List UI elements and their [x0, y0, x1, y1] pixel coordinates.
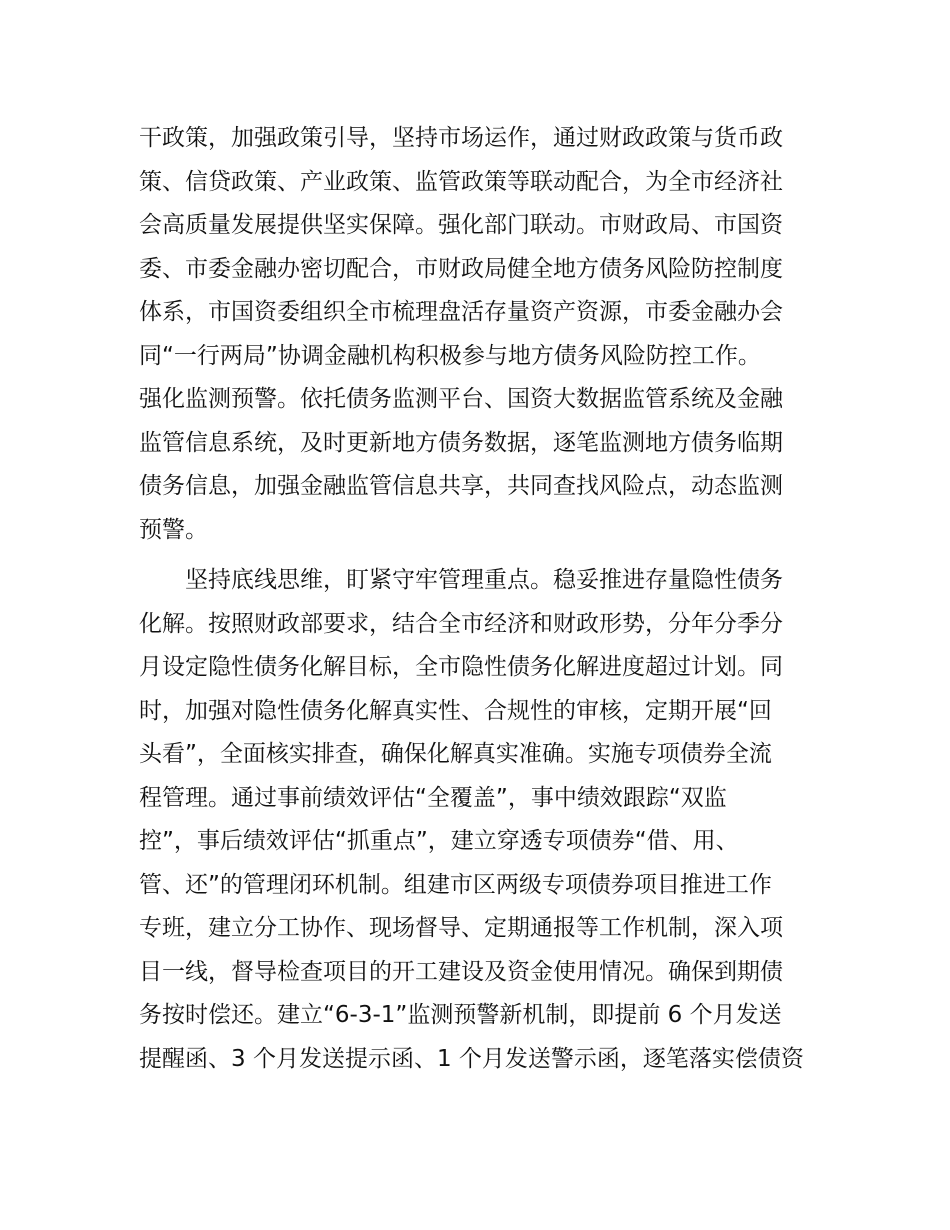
paragraph-gap: [139, 552, 819, 559]
text-line: 头看”，全面核实排查，确保化解真实准确。实施专项债券全流: [139, 741, 772, 767]
text-line: 务按时偿还。建立“6-3-1”监测预警新机制，即提前 6 个月发送: [139, 1002, 782, 1028]
text-line: 体系，市国资委组织全市梳理盘活存量资产资源，市委金融办会: [139, 299, 783, 325]
text-line: 会高质量发展提供坚实保障。强化部门联动。市财政局、市国资: [139, 212, 783, 238]
text-line: 管、还”的管理闭环机制。组建市区两级专项债券项目推进工作: [139, 871, 772, 898]
text-line: 债务信息，加强金融监管信息共享，共同查找风险点，动态监测: [139, 473, 783, 499]
text-line: 干政策，加强政策引导，坚持市场运作，通过财政政策与货币政: [139, 125, 783, 151]
text-line: 时，加强对隐性债务化解真实性、合规性的审核，定期开展“回: [139, 697, 772, 724]
text-line: 目一线，督导检查项目的开工建设及资金使用情况。确保到期债: [139, 958, 783, 985]
text-line: 提醒函、3 个月发送提示函、1 个月发送警示函，逐笔落实偿债资: [139, 1045, 804, 1072]
text-line: 专班，建立分工协作、现场督导、定期通报等工作机制，深入项: [139, 915, 783, 941]
text-line: 预警。: [139, 516, 208, 543]
text-line: 程管理。通过事前绩效评估“全覆盖”，事中绩效跟踪“双监: [139, 784, 727, 811]
text-line: 控”，事后绩效评估“抓重点”，建立穿透专项债券“借、用、: [139, 828, 739, 854]
text-line: 月设定隐性债务化解目标，全市隐性债务化解进度超过计划。同: [139, 654, 783, 680]
paragraph-1: [139, 117, 819, 552]
text-line: 强化监测预警。依托债务监测平台、国资大数据监管系统及金融: [139, 386, 783, 412]
document-body: [139, 117, 819, 1081]
text-line: 监管信息系统，及时更新地方债务数据，逐笔监测地方债务临期: [139, 429, 783, 456]
text-line: 策、信贷政策、产业政策、监管政策等联动配合，为全市经济社: [139, 168, 783, 195]
text-line: 坚持底线思维，盯紧守牢管理重点。稳妥推进存量隐性债务: [139, 567, 783, 593]
text-line: 化解。按照财政部要求，结合全市经济和财政形势，分年分季分: [139, 610, 783, 637]
text-line: 委、市委金融办密切配合，市财政局健全地方债务风险防控制度: [139, 255, 783, 282]
text-line: 同“一行两局”协调金融机构积极参与地方债务风险防控工作。: [139, 342, 761, 369]
paragraph-2: [139, 559, 819, 1081]
